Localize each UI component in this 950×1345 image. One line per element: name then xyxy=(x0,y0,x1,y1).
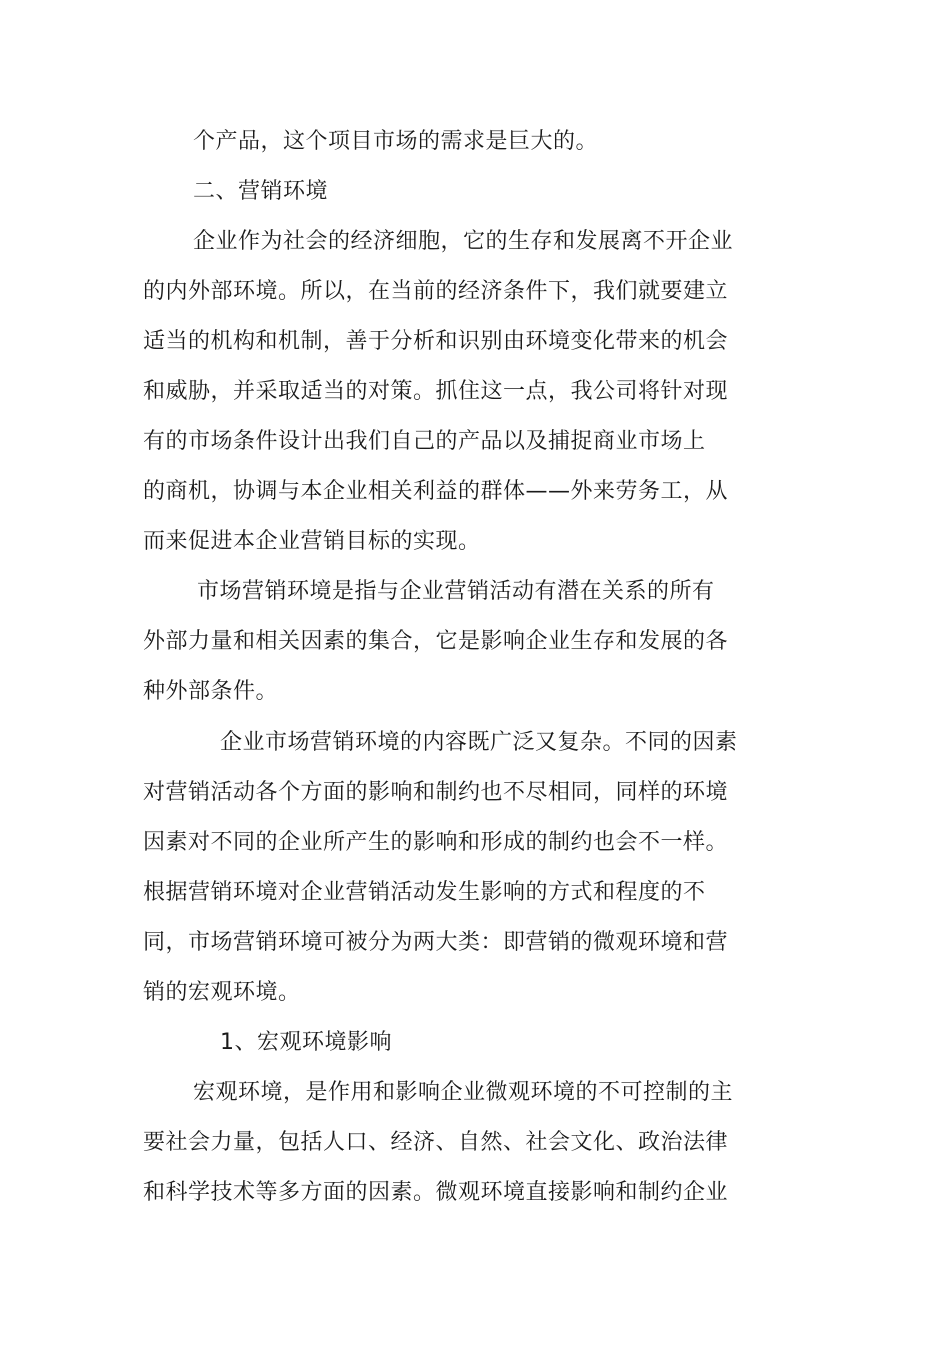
text-line: 销的宏观环境。 xyxy=(143,980,301,1005)
text-line: 企业市场营销环境的内容既广泛又复杂。不同的因素 xyxy=(220,730,738,755)
text-line: 要社会力量，包括人口、经济、自然、社会文化、政治法律 xyxy=(143,1130,729,1155)
text-line: 有的市场条件设计出我们自己的产品以及捕捉商业市场上 xyxy=(143,429,706,454)
text-line: 和科学技术等多方面的因素。微观环境直接影响和制约企业 xyxy=(143,1180,729,1205)
text-line: 的内外部环境。所以，在当前的经济条件下，我们就要建立 xyxy=(143,279,729,304)
text-line: 而来促进本企业营销目标的实现。 xyxy=(143,529,481,554)
text-line: 同，市场营销环境可被分为两大类：即营销的微观环境和营 xyxy=(143,930,729,955)
subsection-heading: 1、宏观环境影响 xyxy=(220,1030,392,1055)
section-heading: 二、营销环境 xyxy=(193,179,329,204)
text-line: 对营销活动各个方面的影响和制约也不尽相同，同样的环境 xyxy=(143,780,729,805)
text-line: 因素对不同的企业所产生的影响和形成的制约也会不一样。 xyxy=(143,830,729,855)
text-line: 根据营销环境对企业营销活动发生影响的方式和程度的不 xyxy=(143,880,706,905)
text-line: 和威胁，并采取适当的对策。抓住这一点，我公司将针对现 xyxy=(143,379,729,404)
text-line: 外部力量和相关因素的集合，它是影响企业生存和发展的各 xyxy=(143,629,729,654)
text-line: 市场营销环境是指与企业营销活动有潜在关系的所有 xyxy=(197,579,715,604)
text-line: 企业作为社会的经济细胞，它的生存和发展离不开企业 xyxy=(193,229,734,254)
text-line: 个产品，这个项目市场的需求是巨大的。 xyxy=(193,129,599,154)
text-line: 宏观环境，是作用和影响企业微观环境的不可控制的主 xyxy=(193,1080,734,1105)
text-line: 的商机，协调与本企业相关利益的群体——外来劳务工，从 xyxy=(143,479,729,504)
text-line: 适当的机构和机制，善于分析和识别由环境变化带来的机会 xyxy=(143,329,729,354)
text-line: 种外部条件。 xyxy=(143,679,279,704)
